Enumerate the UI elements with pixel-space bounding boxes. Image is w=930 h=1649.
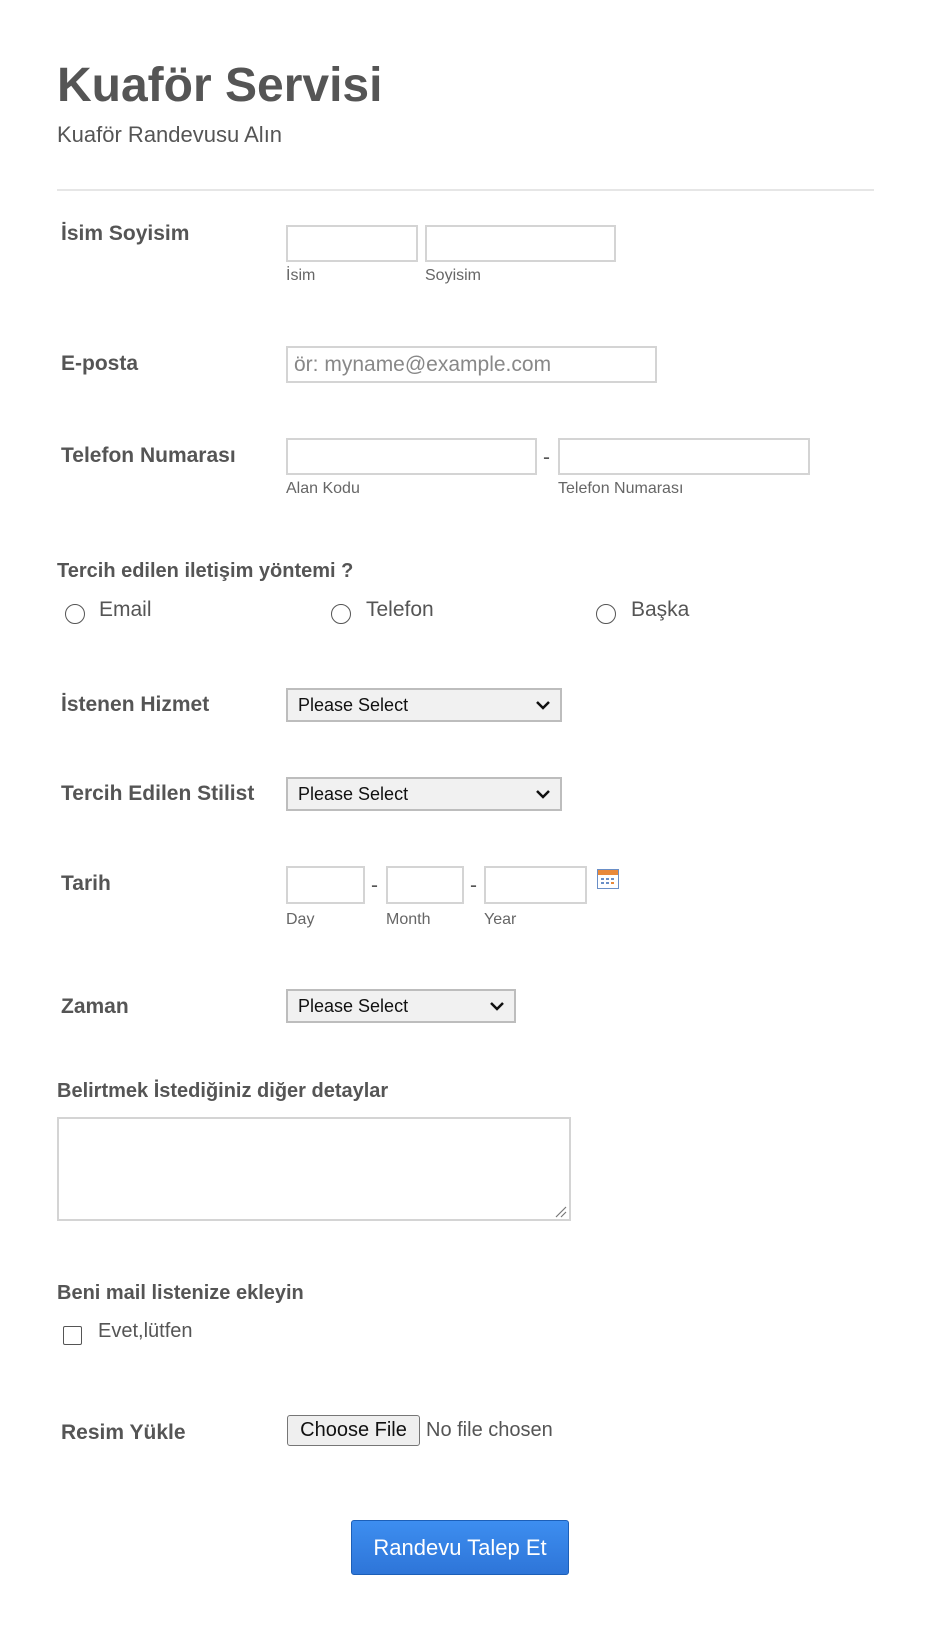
phone-label: Telefon Numarası bbox=[61, 444, 236, 467]
mailing-list-label: Beni mail listenize ekleyin bbox=[57, 1282, 304, 1304]
service-label: İstenen Hizmet bbox=[61, 693, 210, 716]
phone-number-input[interactable] bbox=[558, 438, 810, 475]
mailing-list-option-label: Evet,lütfen bbox=[98, 1320, 193, 1342]
year-sublabel: Year bbox=[484, 911, 517, 928]
mailing-list-checkbox[interactable] bbox=[63, 1326, 82, 1345]
header-divider bbox=[57, 189, 874, 191]
first-name-sublabel: İsim bbox=[286, 267, 316, 284]
email-input[interactable] bbox=[286, 346, 657, 383]
radio-email-label: Email bbox=[99, 598, 152, 621]
service-select[interactable] bbox=[286, 688, 562, 722]
radio-telefon-label: Telefon bbox=[366, 598, 434, 621]
stylist-select-value: Please Select bbox=[298, 783, 409, 804]
submit-button[interactable]: Randevu Talep Et bbox=[351, 1520, 569, 1575]
month-input[interactable] bbox=[386, 866, 464, 904]
year-input[interactable] bbox=[484, 866, 587, 904]
last-name-sublabel: Soyisim bbox=[425, 267, 482, 284]
radio-email[interactable] bbox=[65, 604, 85, 624]
area-code-input[interactable] bbox=[286, 438, 537, 475]
date-label: Tarih bbox=[61, 872, 111, 895]
form-title: Kuaför Servisi bbox=[57, 59, 383, 112]
phone-separator: - bbox=[543, 446, 550, 469]
chevron-down-icon bbox=[490, 1001, 504, 1011]
resize-grip-icon[interactable] bbox=[553, 1204, 567, 1218]
contact-method-label: Tercih edilen iletişim yöntemi ? bbox=[57, 560, 354, 582]
phone-number-sublabel: Telefon Numarası bbox=[558, 480, 684, 497]
choose-file-button[interactable]: Choose File bbox=[287, 1415, 420, 1446]
first-name-input[interactable] bbox=[286, 225, 418, 262]
radio-telefon[interactable] bbox=[331, 604, 351, 624]
radio-baska[interactable] bbox=[596, 604, 616, 624]
calendar-icon[interactable] bbox=[597, 869, 619, 894]
time-select-value: Please Select bbox=[298, 995, 409, 1016]
month-sublabel: Month bbox=[386, 911, 431, 928]
name-label: İsim Soyisim bbox=[61, 222, 190, 245]
date-separator-2: - bbox=[470, 874, 477, 897]
day-sublabel: Day bbox=[286, 911, 315, 928]
details-textarea[interactable] bbox=[57, 1117, 571, 1221]
area-code-sublabel: Alan Kodu bbox=[286, 480, 360, 497]
chevron-down-icon bbox=[536, 789, 550, 799]
service-select-value: Please Select bbox=[298, 694, 409, 715]
file-status: No file chosen bbox=[426, 1419, 553, 1441]
form-subtitle: Kuaför Randevusu Alın bbox=[57, 122, 283, 147]
day-input[interactable] bbox=[286, 866, 365, 904]
radio-baska-label: Başka bbox=[631, 598, 690, 621]
stylist-label: Tercih Edilen Stilist bbox=[61, 782, 255, 805]
date-separator-1: - bbox=[371, 874, 378, 897]
last-name-input[interactable] bbox=[425, 225, 616, 262]
time-label: Zaman bbox=[61, 995, 129, 1018]
email-label: E-posta bbox=[61, 352, 139, 375]
chevron-down-icon bbox=[536, 700, 550, 710]
upload-label: Resim Yükle bbox=[61, 1421, 186, 1444]
time-select[interactable] bbox=[286, 989, 516, 1023]
stylist-select[interactable] bbox=[286, 777, 562, 811]
details-label: Belirtmek İstediğiniz diğer detaylar bbox=[57, 1080, 389, 1102]
